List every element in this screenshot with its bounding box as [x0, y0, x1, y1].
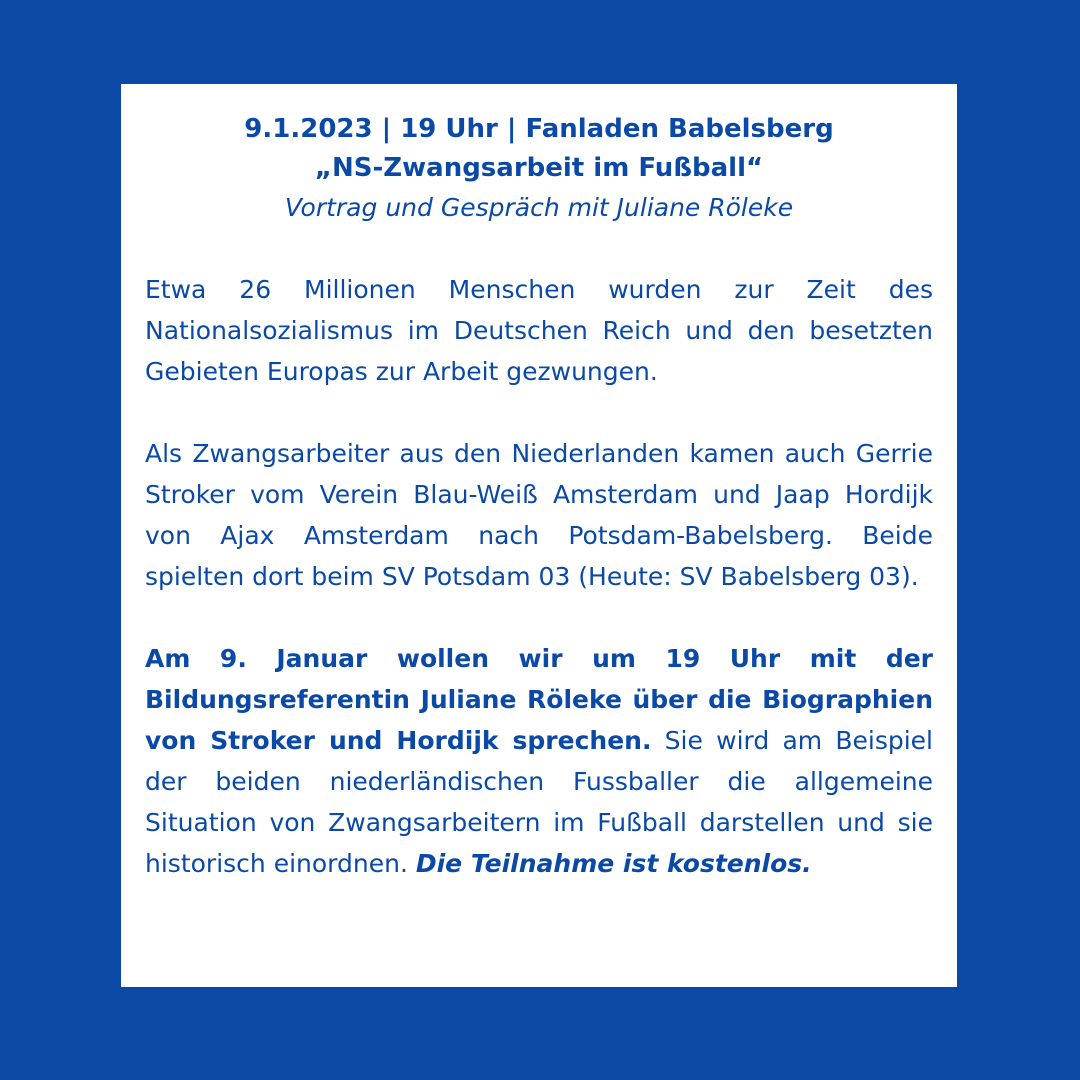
event-date-time-location: 9.1.2023 | 19 Uhr | Fanladen Babelsberg — [244, 114, 834, 144]
paragraph-intro: Etwa 26 Millionen Menschen wurden zur Zeit des Nationalsozialismus im Deutschen Reich und den besetzten Gebieten Europas zur Arbeit gezwungen. — [145, 275, 933, 386]
event-header — [145, 110, 933, 228]
event-title: „NS-Zwangsarbeit im Fußball“ — [314, 153, 764, 183]
event-description: Sie wird am Beispiel der beiden niederländischen Fussballer die allgemeine Situation von Zwangsarbeitern im Fußball darstellen und sie historisch einordnen. — [145, 726, 934, 878]
info-card — [121, 84, 957, 987]
paragraph-event-details — [145, 638, 933, 884]
paragraph-players: Als Zwangsarbeiter aus den Niederlanden kamen auch Gerrie Stroker vom Verein Blau-Weiß Amsterdam und Jaap Hordijk von Ajax Amsterdam nach Potsdam-Babelsberg. Beide spielten dort beim SV Potsdam 03 (Heute: SV Babelsberg 03). — [145, 439, 933, 591]
free-admission-note: Die Teilnahme ist kostenlos. — [415, 849, 812, 878]
event-subtitle: Vortrag und Gespräch mit Juliane Röleke — [284, 193, 794, 222]
event-announcement-bold: Am 9. Januar wollen wir um 19 Uhr mit der Bildungsreferentin Juliane Röleke über die Biographien von Stroker und Hordijk sprechen. — [145, 644, 933, 755]
